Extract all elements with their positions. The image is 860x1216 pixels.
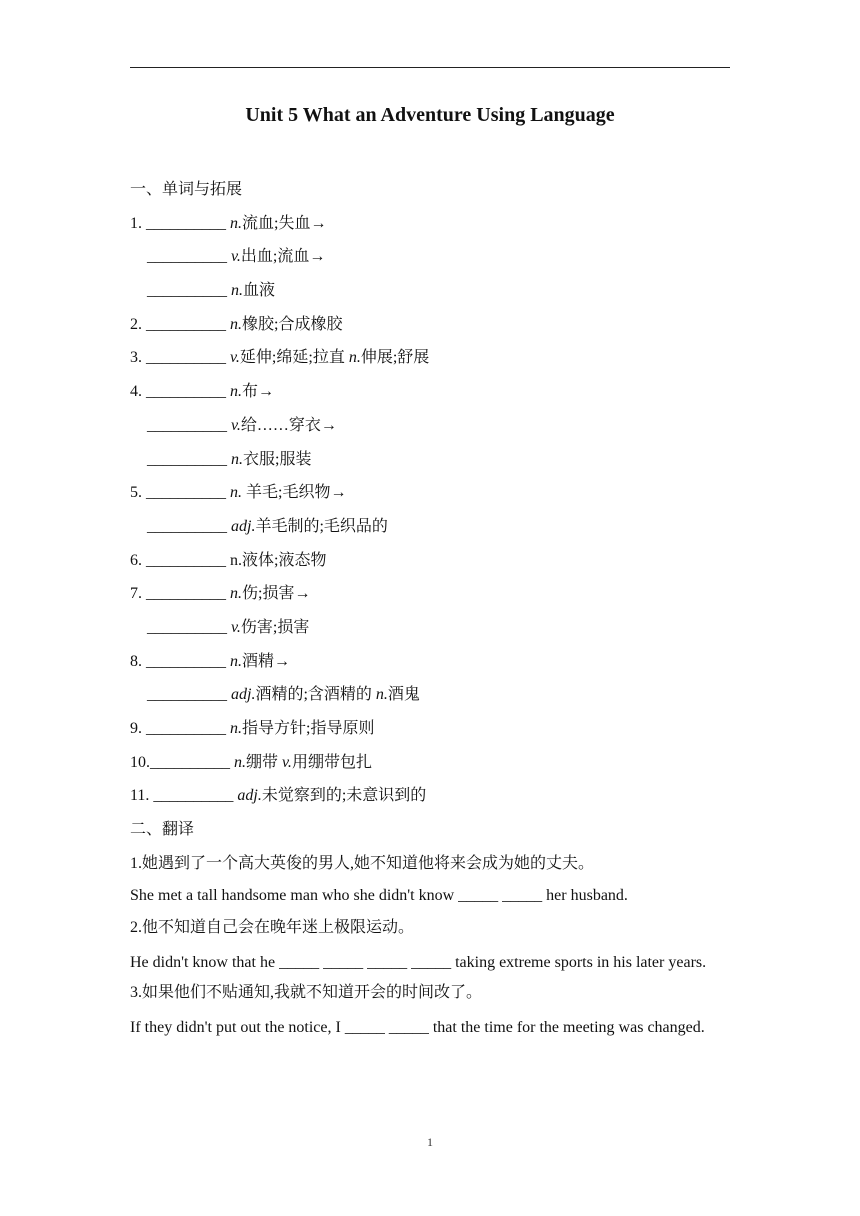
part-of-speech: n. — [231, 450, 243, 468]
answer-blank[interactable]: __________ — [150, 753, 230, 771]
item-meaning: 指导方针;指导原则 — [242, 720, 375, 737]
vocabulary-item — [130, 514, 730, 548]
item-number: 10. — [130, 753, 150, 771]
part-of-speech-2: n. — [348, 349, 361, 367]
item-meaning: 伤害;损害 — [240, 618, 310, 636]
answer-blank[interactable]: __________ — [147, 450, 227, 468]
answer-blank[interactable]: __________ — [153, 787, 234, 805]
answer-blank[interactable]: __________ — [146, 652, 226, 670]
part-of-speech: adj. — [231, 517, 256, 535]
item-number: 2. — [130, 315, 146, 333]
part-of-speech: n. — [230, 214, 242, 232]
item-number: 4. — [130, 383, 146, 401]
item-meaning: 未觉察到的;未意识到的 — [261, 787, 427, 805]
part-of-speech: n. — [230, 720, 242, 737]
header-rule — [130, 67, 730, 68]
item-number: 1. — [130, 214, 146, 232]
item-number: 5. — [130, 484, 146, 502]
vocabulary-item — [130, 750, 730, 784]
vocabulary-item — [130, 480, 730, 514]
item-meaning: 伤;损害→ — [242, 585, 311, 603]
answer-blank[interactable]: __________ — [147, 416, 227, 434]
part-of-speech: adj. — [237, 787, 262, 805]
item-meaning: 羊毛制的;毛织品的 — [255, 517, 388, 535]
translation-answer-2: He didn't know that he _____ _____ _____ _____ taking extreme sports in his later years. — [130, 953, 707, 971]
item-meaning: 衣服;服装 — [243, 450, 312, 468]
vocabulary-item — [130, 379, 730, 413]
vocabulary-item — [130, 211, 730, 245]
part-of-speech: adj. — [231, 686, 256, 704]
part-of-speech: n. — [231, 282, 243, 300]
item-meaning: 羊毛;毛织物→ — [242, 484, 347, 502]
item-meaning: 出血;流血→ — [240, 248, 326, 266]
vocabulary-item — [130, 716, 730, 750]
item-meaning: 橡胶;合成橡胶 — [242, 315, 343, 333]
vocabulary-item — [130, 244, 730, 278]
part-of-speech: v. — [231, 618, 241, 636]
translation-question-1: 1.她遇到了一个高大英俊的男人,她不知道他将来会成为她的丈夫。 — [130, 854, 595, 872]
answer-blank[interactable]: __________ — [146, 315, 226, 333]
part-of-speech: n. — [230, 315, 242, 333]
item-meaning: 酒精的;含酒精的 — [255, 686, 376, 704]
section-heading-translation: 二、翻译 — [130, 821, 195, 839]
part-of-speech: v. — [230, 349, 240, 367]
item-meaning: n.液体;液态物 — [230, 551, 327, 569]
vocabulary-item — [130, 649, 730, 683]
item-number: 8. — [130, 652, 146, 670]
vocabulary-list — [130, 211, 730, 817]
answer-blank[interactable]: __________ — [147, 248, 227, 266]
item-number: 6. — [130, 551, 146, 569]
item-meaning: 流血;失血→ — [242, 214, 327, 232]
translation-question-3: 3.如果他们不贴通知,我就不知道开会的时间改了。 — [130, 983, 483, 1001]
item-number: 7. — [130, 585, 146, 603]
part-of-speech: n. — [234, 753, 246, 771]
translation-answer-3: If they didn't put out the notice, I _____ _____ that the time for the meeting was changed. — [130, 1018, 705, 1036]
part-of-speech-2: v. — [282, 753, 292, 771]
part-of-speech: n. — [230, 585, 242, 603]
answer-blank[interactable]: __________ — [146, 551, 226, 569]
answer-blank[interactable]: __________ — [146, 214, 226, 232]
translation-answer-1: She met a tall handsome man who she didn't know _____ _____ her husband. — [130, 886, 628, 904]
page-title: Unit 5 What an Adventure Using Language — [245, 104, 615, 126]
part-of-speech: v. — [231, 416, 241, 434]
worksheet-body — [130, 177, 730, 1045]
vocabulary-item — [130, 548, 730, 582]
vocabulary-item — [130, 581, 730, 615]
part-of-speech: n. — [230, 383, 242, 401]
part-of-speech: n. — [230, 484, 242, 502]
vocabulary-item — [130, 345, 730, 379]
answer-blank[interactable]: __________ — [146, 585, 226, 603]
part-of-speech: n. — [230, 652, 242, 670]
item-meaning-2: 伸展;舒展 — [360, 349, 430, 367]
vocabulary-item — [130, 413, 730, 447]
item-meaning-2: 用绷带包扎 — [291, 753, 372, 771]
section-heading-vocabulary: 一、单词与拓展 — [130, 181, 243, 198]
vocabulary-item — [130, 682, 730, 716]
item-meaning: 血液 — [243, 282, 276, 300]
item-meaning: 给……穿衣→ — [240, 416, 337, 434]
part-of-speech: v. — [231, 248, 241, 266]
answer-blank[interactable]: __________ — [147, 282, 227, 300]
part-of-speech-2: n. — [375, 686, 388, 704]
item-meaning: 酒精→ — [242, 652, 291, 670]
item-number: 11. — [130, 787, 154, 805]
answer-blank[interactable]: __________ — [147, 686, 227, 704]
answer-blank[interactable]: __________ — [146, 383, 226, 401]
answer-blank[interactable]: __________ — [147, 517, 227, 535]
page-number: 1 — [427, 1135, 433, 1149]
item-meaning: 延伸;绵延;拉直 — [239, 349, 349, 367]
answer-blank[interactable]: __________ — [146, 720, 226, 737]
item-number: 3. — [130, 349, 146, 367]
vocabulary-item — [130, 278, 730, 312]
item-meaning-2: 酒鬼 — [387, 686, 420, 704]
vocabulary-item — [130, 783, 730, 817]
vocabulary-item — [130, 312, 730, 346]
item-meaning: 布→ — [242, 383, 275, 401]
item-meaning: 绷带 — [246, 753, 283, 771]
answer-blank[interactable]: __________ — [146, 349, 226, 367]
translation-question-2: 2.他不知道自己会在晚年迷上极限运动。 — [130, 918, 415, 936]
answer-blank[interactable]: __________ — [146, 484, 226, 502]
vocabulary-item — [130, 447, 730, 481]
item-number: 9. — [130, 720, 146, 737]
vocabulary-item — [130, 615, 730, 649]
answer-blank[interactable]: __________ — [147, 618, 227, 636]
